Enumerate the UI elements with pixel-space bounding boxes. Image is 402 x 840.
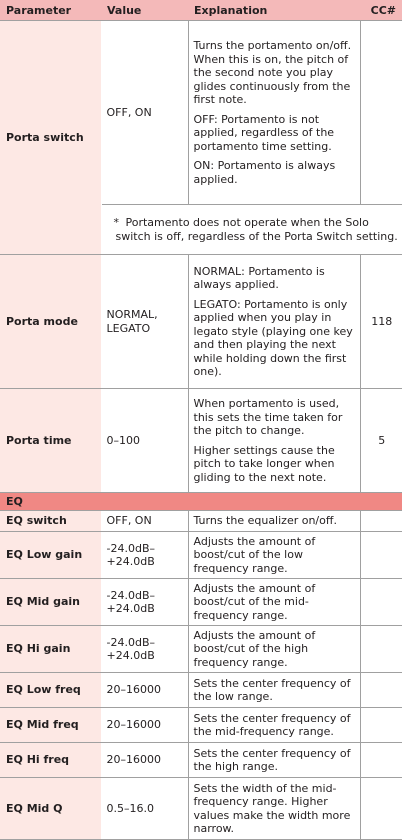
param-value: OFF, ON <box>101 511 188 532</box>
param-value: 0.5–16.0 <box>101 778 188 840</box>
table-row-porta-mode <box>0 255 402 389</box>
param-explanation: Sets the center frequency of the low range. <box>188 673 360 708</box>
explanation-text: ON: Portamento is always applied. <box>193 159 336 186</box>
param-explanation <box>188 389 360 493</box>
param-value: OFF, ON <box>101 21 188 205</box>
param-value: 20–16000 <box>101 743 188 778</box>
param-value: 20–16000 <box>101 673 188 708</box>
param-value: -24.0dB– +24.0dB <box>101 579 188 626</box>
table-row-porta-switch <box>0 21 402 205</box>
param-name: EQ switch <box>0 511 101 532</box>
param-explanation: Adjusts the amount of boost/cut of the mid-frequency range. <box>188 579 360 626</box>
param-value: -24.0dB– +24.0dB <box>101 626 188 673</box>
explanation-text: Higher settings cause the pitch to take longer when gliding to the next note. <box>193 443 335 484</box>
param-explanation <box>188 255 360 389</box>
header-value: Value <box>101 0 188 21</box>
table-row-eq-hi-gain <box>0 626 402 673</box>
table-row-eq-switch <box>0 511 402 532</box>
explanation-text: OFF: Portamento is not applied, regardless of the portamento time setting. <box>193 112 335 153</box>
param-name: Porta switch <box>0 21 101 255</box>
param-name: EQ Mid freq <box>0 708 101 743</box>
param-name: EQ Low freq <box>0 673 101 708</box>
param-explanation <box>188 21 360 205</box>
param-name: EQ Hi gain <box>0 626 101 673</box>
param-explanation: Sets the center frequency of the mid-frequency range. <box>188 708 360 743</box>
param-cc <box>360 673 402 708</box>
param-cc <box>360 579 402 626</box>
section-title: EQ <box>0 493 402 511</box>
table-row-eq-hi-freq <box>0 743 402 778</box>
param-cc <box>360 21 402 205</box>
explanation-text: Turns the portamento on/off. When this is on, the pitch of the second note you play glides continuously from the first note. <box>193 39 352 106</box>
table-row-eq-mid-gain <box>0 579 402 626</box>
table-row-eq-low-gain <box>0 532 402 579</box>
header-explanation: Explanation <box>188 0 360 21</box>
param-cc <box>360 532 402 579</box>
explanation-text: NORMAL: Portamento is always applied. <box>193 264 325 291</box>
param-explanation: Adjusts the amount of boost/cut of the high frequency range. <box>188 626 360 673</box>
param-cc <box>360 708 402 743</box>
param-name: EQ Mid gain <box>0 579 101 626</box>
table-row-porta-time <box>0 389 402 493</box>
param-explanation: Adjusts the amount of boost/cut of the low frequency range. <box>188 532 360 579</box>
param-name: EQ Hi freq <box>0 743 101 778</box>
table-row-eq-low-freq <box>0 673 402 708</box>
param-name: Porta mode <box>0 255 101 389</box>
param-explanation: Sets the width of the mid-frequency range. Higher values make the width more narrow. <box>188 778 360 840</box>
note-text: Portamento does not operate when the Solo switch is off, regardless of the Porta Switch setting. <box>115 216 398 243</box>
param-cc: 5 <box>360 389 402 493</box>
param-explanation: Sets the center frequency of the high range. <box>188 743 360 778</box>
param-value: 0–100 <box>101 389 188 493</box>
note-cell <box>101 205 402 255</box>
header-cc: CC# <box>360 0 402 21</box>
param-cc: 118 <box>360 255 402 389</box>
param-cc <box>360 778 402 840</box>
param-value: NORMAL, LEGATO <box>101 255 188 389</box>
explanation-text: LEGATO: Portamento is only applied when you play in legato style (playing one key and then playing the next while holding down the first one). <box>193 297 353 378</box>
table-row-eq-mid-freq <box>0 708 402 743</box>
param-value: -24.0dB– +24.0dB <box>101 532 188 579</box>
param-cc <box>360 743 402 778</box>
table-row-eq-mid-q <box>0 778 402 840</box>
section-header-eq <box>0 493 402 511</box>
header-parameter: Parameter <box>0 0 101 21</box>
param-cc <box>360 626 402 673</box>
param-cc <box>360 511 402 532</box>
explanation-text: When portamento is used, this sets the time taken for the pitch to change. <box>193 397 343 437</box>
note-marker: * <box>113 216 119 229</box>
header-row <box>0 0 402 21</box>
param-explanation: Turns the equalizer on/off. <box>188 511 360 532</box>
param-value: 20–16000 <box>101 708 188 743</box>
param-name: EQ Mid Q <box>0 778 101 840</box>
param-name: EQ Low gain <box>0 532 101 579</box>
param-name: Porta time <box>0 389 101 493</box>
